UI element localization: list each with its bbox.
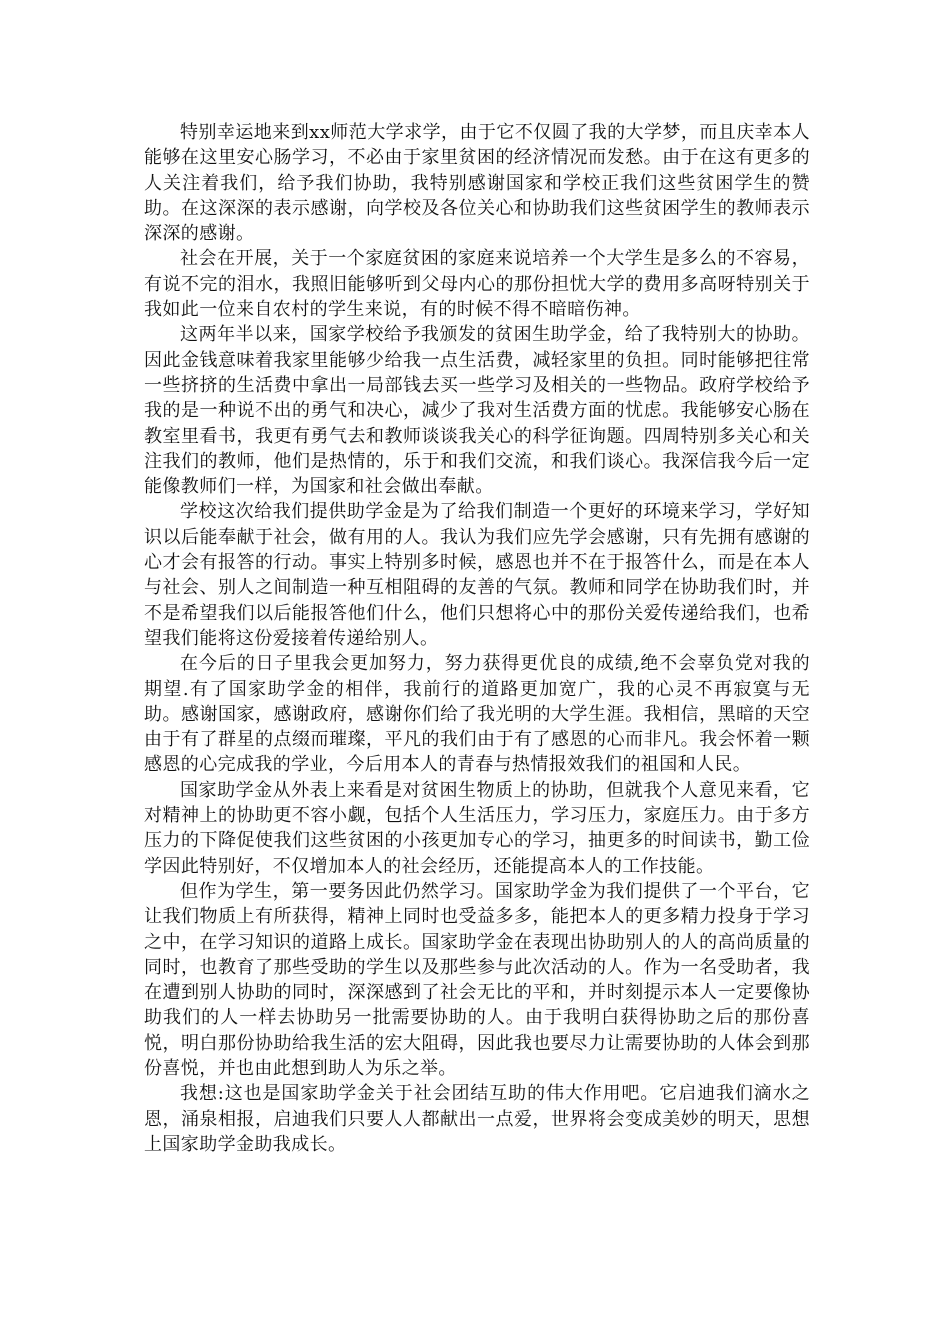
- paragraph-2: 社会在开展，关于一个家庭贫困的家庭来说培养一个大学生是多么的不容易，有说不完的泪水，我照旧能够听到父母内心的那份担忧大学的费用多高呀特别关于我如此一位来自农村的学生来说，有的时候不得不暗暗伤神。: [144, 248, 810, 321]
- paragraph-3: 这两年半以来，国家学校给予我颁发的贫困生助学金，给了我特别大的协助。因此金钱意味着我家里能够少给我一点生活费，减轻家里的负担。同时能够把往常一些挤挤的生活费中拿出一局部钱去买一些学习及相关的一些物品。政府学校给予我的是一种说不出的勇气和决心，减少了我对生活费方面的忧虑。我能够安心肠在教室里看书，我更有勇气去和教师谈谈我关心的科学征询题。四周特别多关心和关注我们的教师，他们是热情的，乐于和我们交流，和我们谈心。我深信我今后一定能像教师们一样，为国家和社会做出奉献。: [144, 324, 810, 498]
- paragraph-5: 在今后的日子里我会更加努力，努力获得更优良的成绩,绝不会辜负党对我的期望.有了国家助学金的相伴，我前行的道路更加宽广，我的心灵不再寂寞与无助。感谢国家，感谢政府，感谢你们给了我光明的大学生涯。我相信，黑暗的天空由于有了群星的点缀而璀璨，平凡的我们由于有了感恩的心而非凡。我会怀着一颗感恩的心完成我的学业，今后用本人的青春与热情报效我们的祖国和人民。: [144, 653, 810, 776]
- paragraph-4: 学校这次给我们提供助学金是为了给我们制造一个更好的环境来学习，学好知识以后能奉献于社会，做有用的人。我认为我们应先学会感谢，只有先拥有感谢的心才会有报答的行动。事实上特别多时候，感恩也并不在于报答什么，而是在本人与社会、别人之间制造一种互相阻碍的友善的气氛。教师和同学在协助我们时，并不是希望我们以后能报答他们什么，他们只想将心中的那份关爱传递给我们，也希望我们能将这份爱接着传递给别人。: [144, 501, 810, 649]
- paragraph-7: 但作为学生，第一要务因此仍然学习。国家助学金为我们提供了一个平台，它让我们物质上有所获得，精神上同时也受益多多，能把本人的更多精力投身于学习之中，在学习知识的道路上成长。国家助学金在表现出协助别人的人的高尚质量的同时，也教育了那些受助的学生以及那些参与此次活动的人。作为一名受助者，我在遭到别人协助的同时，深深感到了社会无比的平和，并时刻提示本人一定要像协助我们的人一样去协助另一批需要协助的人。由于我明白获得协助之后的那份喜悦，明白那份协助给我生活的宏大阻碍，因此我也要尽力让需要协助的人体会到那份喜悦，并也由此想到助人为乐之举。: [144, 880, 810, 1079]
- paragraph-6: 国家助学金从外表上来看是对贫困生物质上的协助，但就我个人意见来看，它对精神上的协助更不容小觑，包括个人生活压力，学习压力，家庭压力。由于多方压力的下降促使我们这些贫困的小孩更加专心的学习，抽更多的时间读书，勤工俭学因此特别好，不仅增加本人的社会经历，还能提高本人的工作技能。: [144, 779, 810, 877]
- paragraph-1: 特别幸运地来到xx师范大学求学，由于它不仅圆了我的大学梦，而且庆幸本人能够在这里安心肠学习，不必由于家里贫困的经济情况而发愁。由于在这有更多的人关注着我们，给予我们协助，我特别感谢国家和学校正我们这些贫困学生的赞助。在这深深的表示感谢，向学校及各位关心和协助我们这些贫困学生的教师表示深深的感谢。: [144, 122, 810, 245]
- paragraph-8: 我想:这也是国家助学金关于社会团结互助的伟大作用吧。它启迪我们滴水之恩，涌泉相报，启迪我们只要人人都献出一点爱，世界将会变成美妙的明天，思想上国家助学金助我成长。: [144, 1083, 810, 1155]
- document-body: [144, 120, 810, 1157]
